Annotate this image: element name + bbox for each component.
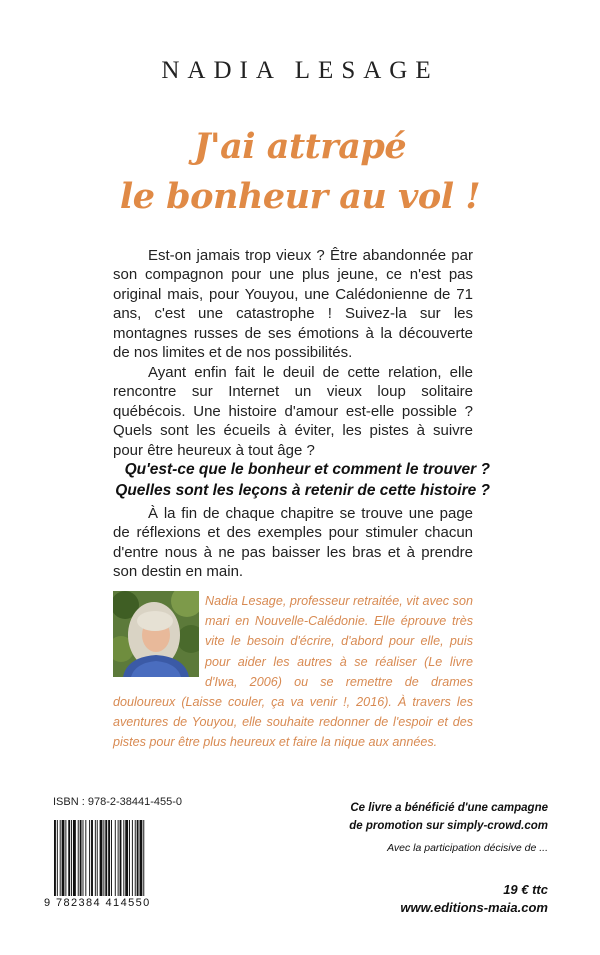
- barcode-bar: [65, 820, 66, 896]
- barcode-bar: [135, 820, 136, 896]
- description-paragraph-2: [113, 363, 473, 460]
- barcode-bar: [83, 820, 84, 896]
- barcode-bar: [125, 820, 128, 896]
- key-questions: [100, 459, 490, 501]
- barcode-bars: [52, 820, 170, 900]
- barcode-bar: [68, 820, 70, 896]
- barcode-bar: [80, 820, 82, 896]
- description-paragraph-2-text: Ayant enfin fait le deuil de cette relation, elle rencontre sur Internet un vieux loup solitaire québécois. Une histoire d'amour est-elle possible ? Quels sont les écueils à éviter, les pistes à suivre pour être heureux à tout âge ?: [113, 364, 473, 459]
- barcode-bar: [100, 820, 103, 896]
- barcode-bar: [129, 820, 130, 896]
- description-paragraph-3: [113, 504, 473, 582]
- barcode-bar: [95, 820, 96, 896]
- barcode-bar: [140, 820, 143, 896]
- barcode-bar: [57, 820, 58, 896]
- barcode-bar: [123, 820, 124, 896]
- description-paragraph-1: [113, 246, 473, 362]
- author-bio: [113, 591, 473, 753]
- barcode-bar: [78, 820, 79, 896]
- campaign-line-1: Ce livre a bénéficié d'une campagne: [350, 802, 548, 814]
- barcode-bar: [71, 820, 72, 896]
- barcode-bar: [132, 820, 133, 896]
- barcode-bar: [105, 820, 107, 896]
- author-name: NADIA LESAGE: [161, 57, 439, 84]
- barcode-bar: [115, 820, 116, 896]
- barcode-bar: [97, 820, 98, 896]
- barcode-bar: [103, 820, 104, 896]
- barcode-bar: [143, 820, 144, 896]
- question-1: Qu'est-ce que le bonheur et comment le trouver ?: [124, 461, 490, 478]
- barcode-digits: 9 782384 414550: [44, 897, 151, 909]
- participation-text: Avec la participation décisive de ...: [387, 842, 548, 854]
- barcode-bar: [118, 820, 119, 896]
- barcode-bar: [89, 820, 90, 896]
- description-paragraph-3-text: À la fin de chaque chapitre se trouve une page de réflexions et des exemples pour stimuler chacun d'entre nous à ne pas baisser les bras et à prendre son destin en main.: [113, 505, 473, 581]
- barcode-bar: [137, 820, 139, 896]
- book-title-line-2: le bonheur au vol !: [119, 176, 481, 217]
- campaign-line-2: de promotion sur simply-crowd.com: [349, 820, 548, 832]
- barcode-bar: [120, 820, 122, 896]
- barcode: [52, 820, 170, 900]
- barcode-bar: [62, 820, 65, 896]
- barcode-bar: [54, 820, 56, 896]
- book-title-line-1: J'ai attrapé: [193, 126, 407, 167]
- barcode-bar: [111, 820, 112, 896]
- publisher-website[interactable]: www.editions-maia.com: [400, 900, 548, 915]
- barcode-bar: [108, 820, 110, 896]
- barcode-bar: [60, 820, 61, 896]
- price: 19 € ttc: [503, 882, 548, 897]
- description-paragraph-1-text: Est-on jamais trop vieux ? Être abandonnée par son compagnon pour une plus jeune, ce n'est pas original mais, pour Youyou, une Calédonienne de 71 ans, c'est une catastrophe ! Suivez-la sur les montagnes russes de ses émotions à la découverte de nos limites et de nos possibilités.: [113, 247, 473, 362]
- barcode-bar: [91, 820, 93, 896]
- barcode-bar: [73, 820, 76, 896]
- author-bio-text: Nadia Lesage, professeur retraitée, vit avec son mari en Nouvelle-Calédonie. Elle éprouve très vite le besoin d'écrire, d'abord pour elle, puis pour aider les autres à se réaliser (Le livre d'Iwa, 2006) ou se remettre de drames douloureux (Laisse couler, ça va venir !, 2016). À travers les aventures de Youyou, elle souhaite redonner de l'espoir et des pistes pour être plus heureux et faire la nique aux années.: [113, 594, 473, 750]
- bio-photo-space: [113, 591, 205, 677]
- isbn: ISBN : 978-2-38441-455-0: [53, 796, 183, 808]
- question-2: Quelles sont les leçons à retenir de cette histoire ?: [115, 482, 490, 499]
- barcode-bar: [85, 820, 86, 896]
